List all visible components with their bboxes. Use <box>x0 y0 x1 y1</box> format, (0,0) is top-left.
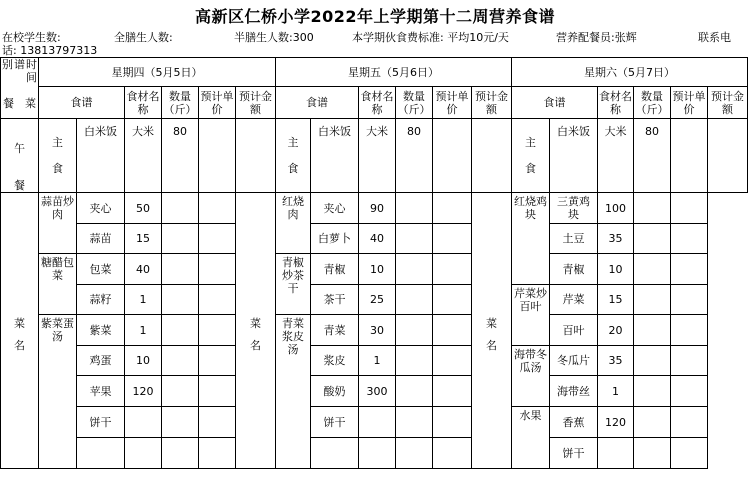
dishes-label-thu <box>1 193 39 469</box>
amount-fri <box>433 254 472 285</box>
dishes-label-char: 名 <box>486 339 497 352</box>
col-quantity-sat: 数量（斤） <box>634 87 671 119</box>
ingredient-fri <box>311 438 359 469</box>
quantity-thu: 1 <box>125 315 162 346</box>
staple-label-thu: 主 食 <box>39 119 77 193</box>
quantity-thu: 120 <box>125 376 162 407</box>
day-header-fri: 星期五（5月6日） <box>276 58 512 87</box>
page-title: 高新区仁桥小学2022年上学期第十二周营养食谱 <box>194 7 556 26</box>
ingredient-sat: 冬瓜片 <box>550 346 598 376</box>
quantity-fri: 1 <box>359 346 396 376</box>
staple-label-sat: 主 食 <box>512 119 550 193</box>
staple-dish-thu: 白米饭 <box>77 119 125 193</box>
full-meal-count: 全膳生人数: <box>114 31 173 44</box>
ingredient-thu: 紫菜 <box>77 315 125 346</box>
price-sat <box>634 285 671 315</box>
dish-name-fri: 红烧肉 <box>276 193 311 254</box>
quantity-thu: 15 <box>125 224 162 254</box>
corner-label-b: 谱 <box>14 58 25 71</box>
quantity-fri: 10 <box>359 254 396 285</box>
staple-amount-sat <box>708 119 748 193</box>
price-fri <box>396 376 433 407</box>
col-quantity-thu: 数量（斤） <box>162 87 199 119</box>
dishes-label-char: 菜 <box>14 317 25 330</box>
corner-label-a: 别 <box>2 58 13 71</box>
col-amount-fri: 预计金额 <box>472 87 512 119</box>
price-sat <box>634 193 671 224</box>
quantity-sat: 10 <box>598 254 634 285</box>
dish-name-sat: 芹菜炒百叶 <box>512 285 550 346</box>
ingredient-sat: 百叶 <box>550 315 598 346</box>
amount-fri <box>433 224 472 254</box>
corner-cell <box>1 58 39 87</box>
amount-sat <box>671 285 708 315</box>
quantity-thu <box>125 438 162 469</box>
corner-dish-label: 菜 <box>25 96 36 110</box>
col-recipe-thu: 食谱 <box>39 87 125 119</box>
price-thu <box>162 438 199 469</box>
contact-phone: 话: 13813797313 <box>2 44 98 57</box>
price-sat <box>634 376 671 407</box>
col-quantity-fri: 数量（斤） <box>396 87 433 119</box>
amount-thu <box>199 193 236 224</box>
ingredient-thu: 蒜籽 <box>77 285 125 315</box>
quantity-thu <box>125 407 162 438</box>
col-unit-price-fri: 预计单价 <box>433 87 472 119</box>
meal-name-cell <box>1 119 39 193</box>
col-unit-price-sat: 预计单价 <box>671 87 708 119</box>
price-sat <box>634 346 671 376</box>
amount-sat <box>671 224 708 254</box>
col-recipe-fri: 食谱 <box>276 87 359 119</box>
day-header-sat: 星期六（5月7日） <box>512 58 748 87</box>
ingredient-thu: 包菜 <box>77 254 125 285</box>
col-recipe-sat: 食谱 <box>512 87 598 119</box>
quantity-fri: 40 <box>359 224 396 254</box>
col-ingredient-fri: 食材名称 <box>359 87 396 119</box>
dish-name-sat: 水果 <box>512 407 550 469</box>
dishes-label-char: 菜 <box>250 317 261 330</box>
ingredient-thu: 夹心 <box>77 193 125 224</box>
amount-thu <box>199 254 236 285</box>
contact-label: 联系电 <box>698 31 731 44</box>
ingredient-sat: 香蕉 <box>550 407 598 438</box>
staple-ingredient-sat: 大米 <box>598 119 634 193</box>
dish-name-thu: 紫菜蛋汤 <box>39 315 77 469</box>
amount-fri <box>433 315 472 346</box>
ingredient-sat: 芹菜 <box>550 285 598 315</box>
quantity-thu: 40 <box>125 254 162 285</box>
price-fri <box>396 285 433 315</box>
quantity-sat: 120 <box>598 407 634 438</box>
dishes-label-char: 菜 <box>486 317 497 330</box>
price-fri <box>396 346 433 376</box>
ingredient-thu <box>77 438 125 469</box>
price-sat <box>634 407 671 438</box>
corner-meal-label: 餐 <box>3 96 14 110</box>
amount-sat <box>671 346 708 376</box>
quantity-fri <box>359 438 396 469</box>
amount-fri <box>433 438 472 469</box>
amount-thu <box>199 224 236 254</box>
price-thu <box>162 193 199 224</box>
corner-label-c: 时 <box>26 58 37 71</box>
price-sat <box>634 438 671 469</box>
dish-name-sat: 红烧鸡块 <box>512 193 550 285</box>
students-count: 在校学生数: <box>2 31 61 44</box>
amount-thu <box>199 346 236 376</box>
amount-fri <box>433 346 472 376</box>
amount-fri <box>433 376 472 407</box>
col-unit-price-thu: 预计单价 <box>199 87 236 119</box>
ingredient-thu: 鸡蛋 <box>77 346 125 376</box>
price-fri <box>396 254 433 285</box>
staple-qty-fri: 80 <box>396 119 433 193</box>
quantity-thu: 50 <box>125 193 162 224</box>
ingredient-fri: 夹心 <box>311 193 359 224</box>
price-fri <box>396 193 433 224</box>
dish-name-thu: 糖醋包菜 <box>39 254 77 315</box>
amount-sat <box>671 315 708 346</box>
meal-name-char-2: 餐 <box>14 179 25 192</box>
staple-amount-fri <box>472 119 512 193</box>
amount-sat <box>671 193 708 224</box>
col-amount-sat: 预计金额 <box>708 87 748 119</box>
quantity-fri: 300 <box>359 376 396 407</box>
ingredient-fri: 浆皮 <box>311 346 359 376</box>
corner-label-mid: 间 <box>26 71 37 84</box>
price-fri <box>396 224 433 254</box>
amount-sat <box>671 376 708 407</box>
amount-thu <box>199 315 236 346</box>
corner-cell-lower <box>1 87 39 119</box>
quantity-sat: 1 <box>598 376 634 407</box>
ingredient-fri: 白萝卜 <box>311 224 359 254</box>
price-thu <box>162 285 199 315</box>
ingredient-fri: 酸奶 <box>311 376 359 407</box>
dish-name-fri: 青菜浆皮汤 <box>276 315 311 469</box>
ingredient-sat: 三黄鸡块 <box>550 193 598 224</box>
price-thu <box>162 315 199 346</box>
dishes-label-char: 名 <box>14 339 25 352</box>
price-sat <box>634 254 671 285</box>
staple-qty-sat: 80 <box>634 119 671 193</box>
dishes-label-char: 名 <box>250 339 261 352</box>
amount-thu <box>199 285 236 315</box>
dishes-label-sat <box>472 193 512 469</box>
ingredient-thu: 饼干 <box>77 407 125 438</box>
ingredient-sat: 土豆 <box>550 224 598 254</box>
day-header-thu: 星期四（5月5日） <box>39 58 276 87</box>
amount-thu <box>199 376 236 407</box>
amount-sat <box>671 254 708 285</box>
quantity-fri: 90 <box>359 193 396 224</box>
staple-price-thu <box>199 119 236 193</box>
quantity-sat: 15 <box>598 285 634 315</box>
staple-dish-fri: 白米饭 <box>311 119 359 193</box>
quantity-sat: 20 <box>598 315 634 346</box>
ingredient-fri: 青菜 <box>311 315 359 346</box>
quantity-fri <box>359 407 396 438</box>
staple-ingredient-fri: 大米 <box>359 119 396 193</box>
price-sat <box>634 315 671 346</box>
quantity-thu: 10 <box>125 346 162 376</box>
ingredient-fri: 饼干 <box>311 407 359 438</box>
dish-name-thu: 蒜苗炒肉 <box>39 193 77 254</box>
staple-price-fri <box>433 119 472 193</box>
dish-name-fri: 青椒炒茶干 <box>276 254 311 315</box>
quantity-thu: 1 <box>125 285 162 315</box>
ingredient-fri: 茶干 <box>311 285 359 315</box>
quantity-sat: 100 <box>598 193 634 224</box>
col-amount-thu: 预计金额 <box>236 87 276 119</box>
menu-table <box>0 57 748 469</box>
price-thu <box>162 407 199 438</box>
price-thu <box>162 346 199 376</box>
dishes-label-fri <box>236 193 276 469</box>
amount-sat <box>671 438 708 469</box>
ingredient-sat: 海带丝 <box>550 376 598 407</box>
quantity-sat <box>598 438 634 469</box>
price-fri <box>396 438 433 469</box>
dietitian-name: 营养配餐员:张辉 <box>556 31 637 44</box>
price-fri <box>396 315 433 346</box>
staple-label-fri: 主 食 <box>276 119 311 193</box>
staple-amount-thu <box>236 119 276 193</box>
col-ingredient-sat: 食材名称 <box>598 87 634 119</box>
ingredient-sat: 饼干 <box>550 438 598 469</box>
staple-qty-thu: 80 <box>162 119 199 193</box>
half-meal-count: 半膳生人数:300 <box>234 31 314 44</box>
price-thu <box>162 224 199 254</box>
amount-fri <box>433 193 472 224</box>
amount-thu <box>199 407 236 438</box>
quantity-fri: 30 <box>359 315 396 346</box>
quantity-fri: 25 <box>359 285 396 315</box>
meal-fee-standard: 本学期伙食费标准: 平均10元/天 <box>352 31 509 44</box>
ingredient-sat: 青椒 <box>550 254 598 285</box>
staple-ingredient-thu: 大米 <box>125 119 162 193</box>
quantity-sat: 35 <box>598 346 634 376</box>
amount-thu <box>199 438 236 469</box>
price-thu <box>162 254 199 285</box>
staple-dish-sat: 白米饭 <box>550 119 598 193</box>
ingredient-thu: 苹果 <box>77 376 125 407</box>
meal-name-char-1: 午 <box>14 142 25 155</box>
amount-sat <box>671 407 708 438</box>
col-ingredient-thu: 食材名称 <box>125 87 162 119</box>
staple-price-sat <box>671 119 708 193</box>
quantity-sat: 35 <box>598 224 634 254</box>
ingredient-thu: 蒜苗 <box>77 224 125 254</box>
amount-fri <box>433 407 472 438</box>
price-fri <box>396 407 433 438</box>
price-sat <box>634 224 671 254</box>
amount-fri <box>433 285 472 315</box>
dish-name-sat: 海带冬瓜汤 <box>512 346 550 407</box>
ingredient-fri: 青椒 <box>311 254 359 285</box>
price-thu <box>162 376 199 407</box>
